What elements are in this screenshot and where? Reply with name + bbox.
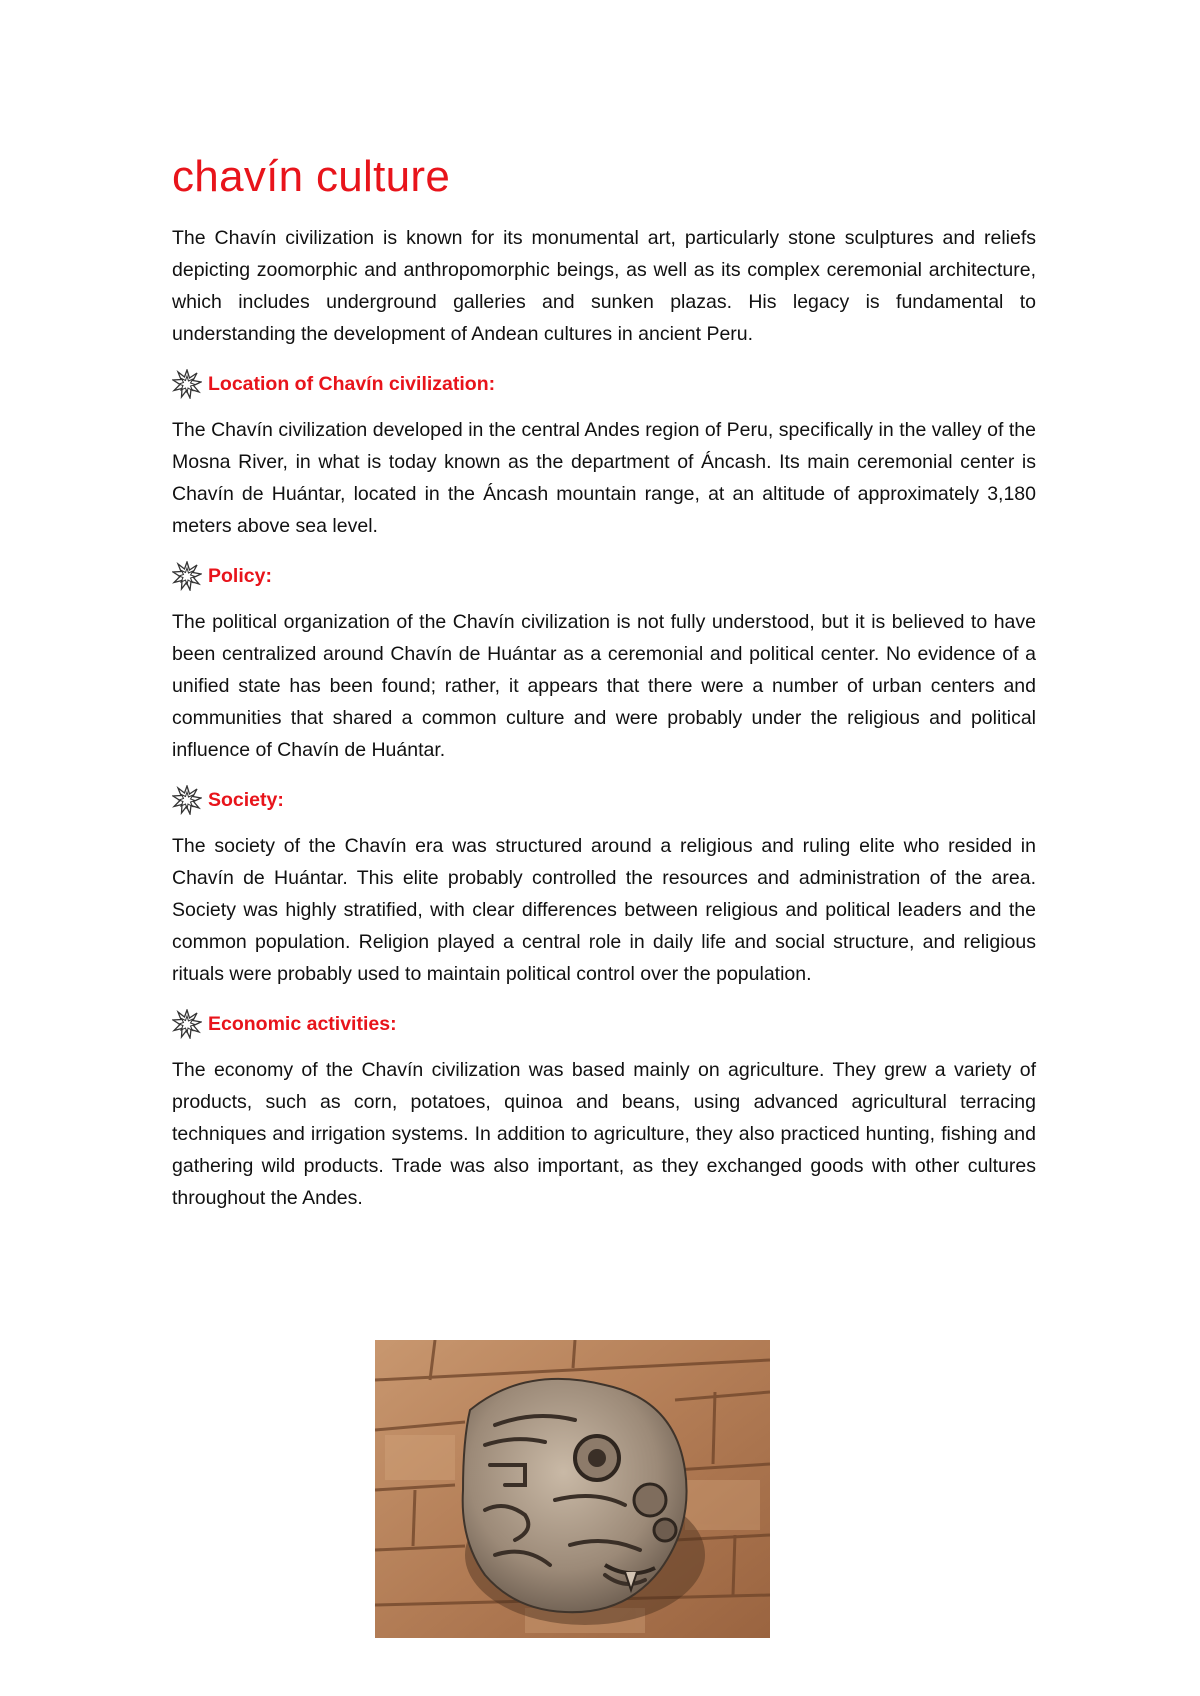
section-heading-label: Location of Chavín civilization: bbox=[208, 373, 496, 395]
intro-paragraph: The Chavín civilization is known for its monumental art, particularly stone sculptures and reliefs depicting zoomorphic and anthropomorphic beings, as well as its complex ceremonial architecture, which includes underground galleries and sunken plazas. His legacy is fundamental to understanding the development of Andean cultures in ancient Peru. bbox=[172, 227, 1036, 345]
section-heading-location bbox=[172, 368, 1036, 400]
section-heading-economy bbox=[172, 1008, 1036, 1040]
section-body-society: The society of the Chavín era was structured around a religious and ruling elite who resided in Chavín de Huántar. This elite probably controlled the resources and administration of the area. Society was highly stratified, with clear differences between religious and political leaders and the common population. Religion played a central role in daily life and social structure, and religious rituals were probably used to maintain political control over the population. bbox=[172, 835, 1036, 985]
document-content bbox=[172, 150, 1036, 1232]
section-heading-label: Economic activities: bbox=[208, 1013, 397, 1035]
section-body-economy: The economy of the Chavín civilization was based mainly on agriculture. They grew a variety of products, such as corn, potatoes, quinoa and beans, using advanced agricultural terracing techniques and irrigation systems. In addition to agriculture, they also practiced hunting, fishing and gathering wild products. Trade was also important, as they exchanged goods with other cultures throughout the Andes. bbox=[172, 1059, 1036, 1209]
burst-icon bbox=[172, 785, 202, 815]
section-body-location: The Chavín civilization developed in the central Andes region of Peru, specifically in the valley of the Mosna River, in what is today known as the department of Áncash. Its main ceremonial center is Chavín de Huántar, located in the Áncash mountain range, at an altitude of approximately 3,180 meters above sea level. bbox=[172, 419, 1036, 537]
page-title: chavín culture bbox=[172, 152, 451, 201]
section-heading-label: Policy: bbox=[208, 565, 272, 587]
section-heading-society bbox=[172, 784, 1036, 816]
tenon-head-illustration bbox=[375, 1340, 770, 1638]
burst-icon bbox=[172, 369, 202, 399]
section-body-policy: The political organization of the Chavín civilization is not fully understood, but it is believed to have been centralized around Chavín de Huántar as a ceremonial and political center. No evidence of a unified state has been found; rather, it appears that there were a number of urban centers and communities that shared a common culture and were probably under the religious and political influence of Chavín de Huántar. bbox=[172, 611, 1036, 761]
section-heading-label: Society: bbox=[208, 789, 284, 811]
burst-icon bbox=[172, 1009, 202, 1039]
burst-icon bbox=[172, 561, 202, 591]
tenon-head-photo bbox=[375, 1340, 770, 1638]
section-heading-policy bbox=[172, 560, 1036, 592]
